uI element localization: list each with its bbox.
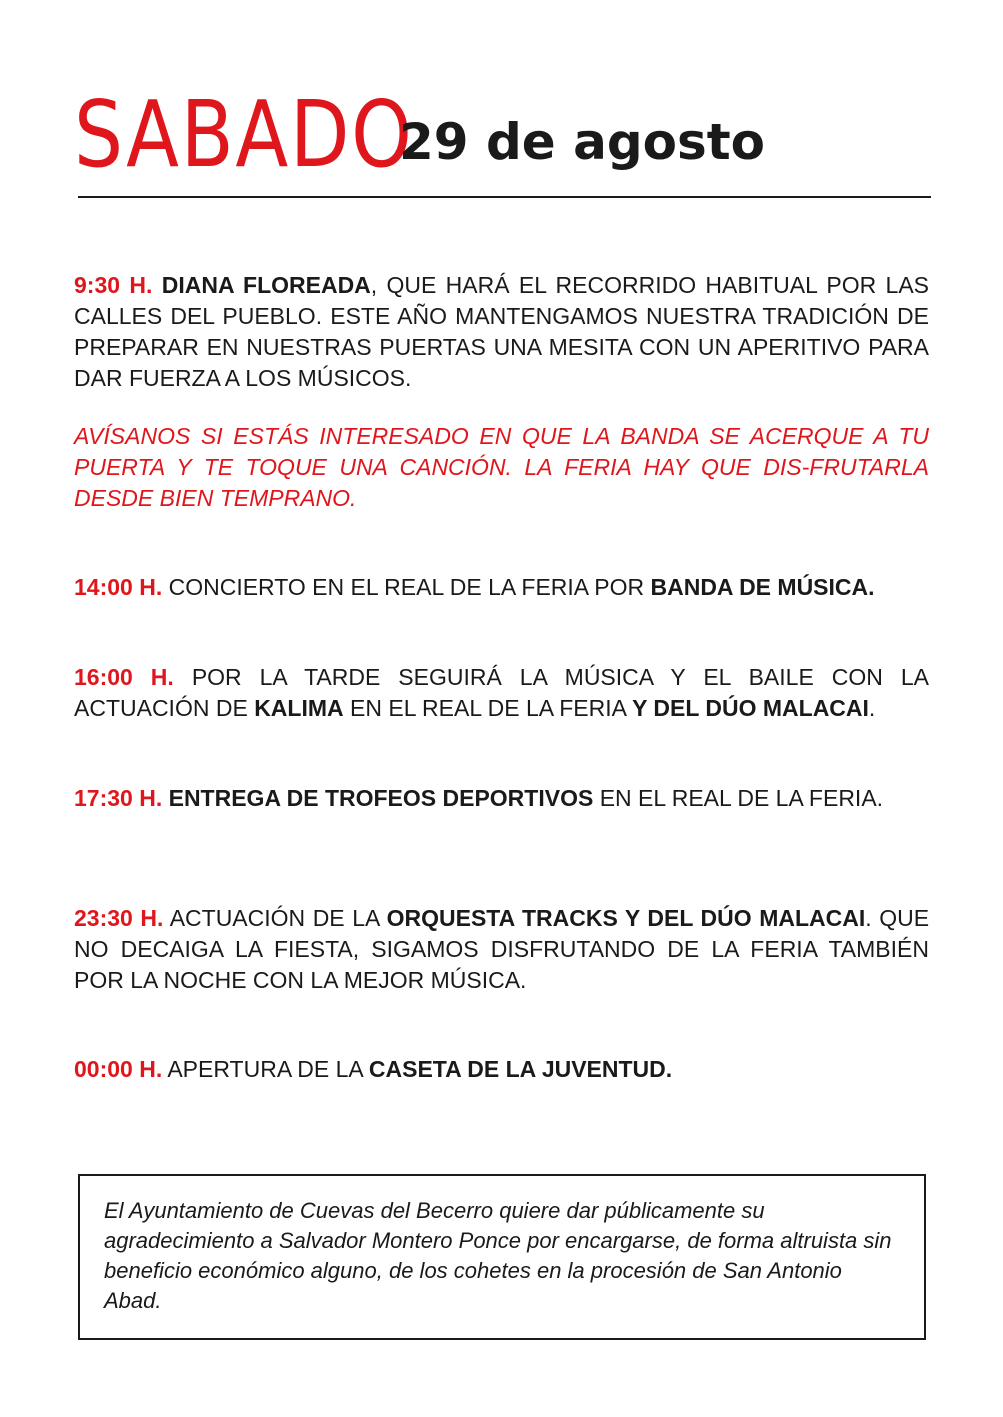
event-text: . QUE NO DECAIGA LA FIESTA, SIGAMOS DISFRUTANDO DE LA FERIA TAMBIÉN POR LA NOCHE CON LA MEJOR MÚSICA. <box>74 905 930 993</box>
event-time: 17:30 H. <box>74 785 163 811</box>
band-request-note: AVÍSANOS SI ESTÁS INTERESADO EN QUE LA BANDA SE ACERQUE A TU PUERTA Y TE TOQUE UNA CANCIÓN. LA FERIA HAY QUE DIS-FRUTARLA DESDE BIEN TEMPRANO. <box>74 423 929 511</box>
event-time: 23:30 H. <box>74 905 164 931</box>
event-trofeos <box>74 783 883 814</box>
event-highlight: BANDA DE MÚSICA. <box>650 574 875 600</box>
day-title: SABADO <box>74 81 414 188</box>
acknowledgement-text: El Ayuntamiento de Cuevas del Becerro quiere dar públicamente su agradecimiento a Salvador Montero Ponce por encargarse, de forma altruista sin beneficio económico alguno, de los cohetes en la procesión de San Antonio Abad. <box>104 1198 892 1313</box>
event-concierto <box>74 572 875 603</box>
header-divider <box>78 196 931 198</box>
event-text: CONCIERTO EN EL REAL DE LA FERIA POR <box>168 574 645 600</box>
event-time: 16:00 H. <box>74 664 174 690</box>
event-time: 00:00 H. <box>74 1056 163 1082</box>
event-text: ACTUACIÓN DE LA <box>169 905 380 931</box>
event-orquesta <box>74 903 929 996</box>
event-time: 9:30 H. <box>74 272 153 298</box>
date-title: 29 de agosto <box>399 113 765 171</box>
event-highlight: DIANA FLOREADA <box>161 272 371 298</box>
event-text: APERTURA DE LA <box>167 1056 363 1082</box>
acknowledgement-box <box>78 1174 926 1340</box>
event-text: EN EL REAL DE LA FERIA <box>350 695 626 721</box>
event-text: , QUE HARÁ EL RECORRIDO HABITUAL POR LAS CALLES DEL PUEBLO. ESTE AÑO MANTENGAMOS NUESTRA TRADICIÓN DE PREPARAR EN NUESTRAS PUERTAS UNA MESITA CON UN APERITIVO PARA DAR FUERZA A LOS MÚSICOS. <box>74 272 930 391</box>
event-time: 14:00 H. <box>74 574 163 600</box>
event-baile <box>74 662 929 724</box>
event-highlight: ORQUESTA TRACKS Y DEL DÚO MALACAI <box>386 905 866 931</box>
page-header <box>74 80 931 198</box>
event-highlight: CASETA DE LA JUVENTUD. <box>368 1056 673 1082</box>
event-caseta <box>74 1054 672 1085</box>
event-text: POR LA TARDE SEGUIRÁ LA MÚSICA Y EL BAILE CON LA ACTUACIÓN DE <box>74 664 929 721</box>
event-highlight: KALIMA <box>254 695 344 721</box>
event-highlight: Y DEL DÚO MALACAI <box>632 695 869 721</box>
event-text: . <box>868 695 876 721</box>
event-highlight: ENTREGA DE TROFEOS DEPORTIVOS <box>168 785 594 811</box>
event-diana-floreada <box>74 270 929 394</box>
event-text: EN EL REAL DE LA FERIA. <box>599 785 884 811</box>
